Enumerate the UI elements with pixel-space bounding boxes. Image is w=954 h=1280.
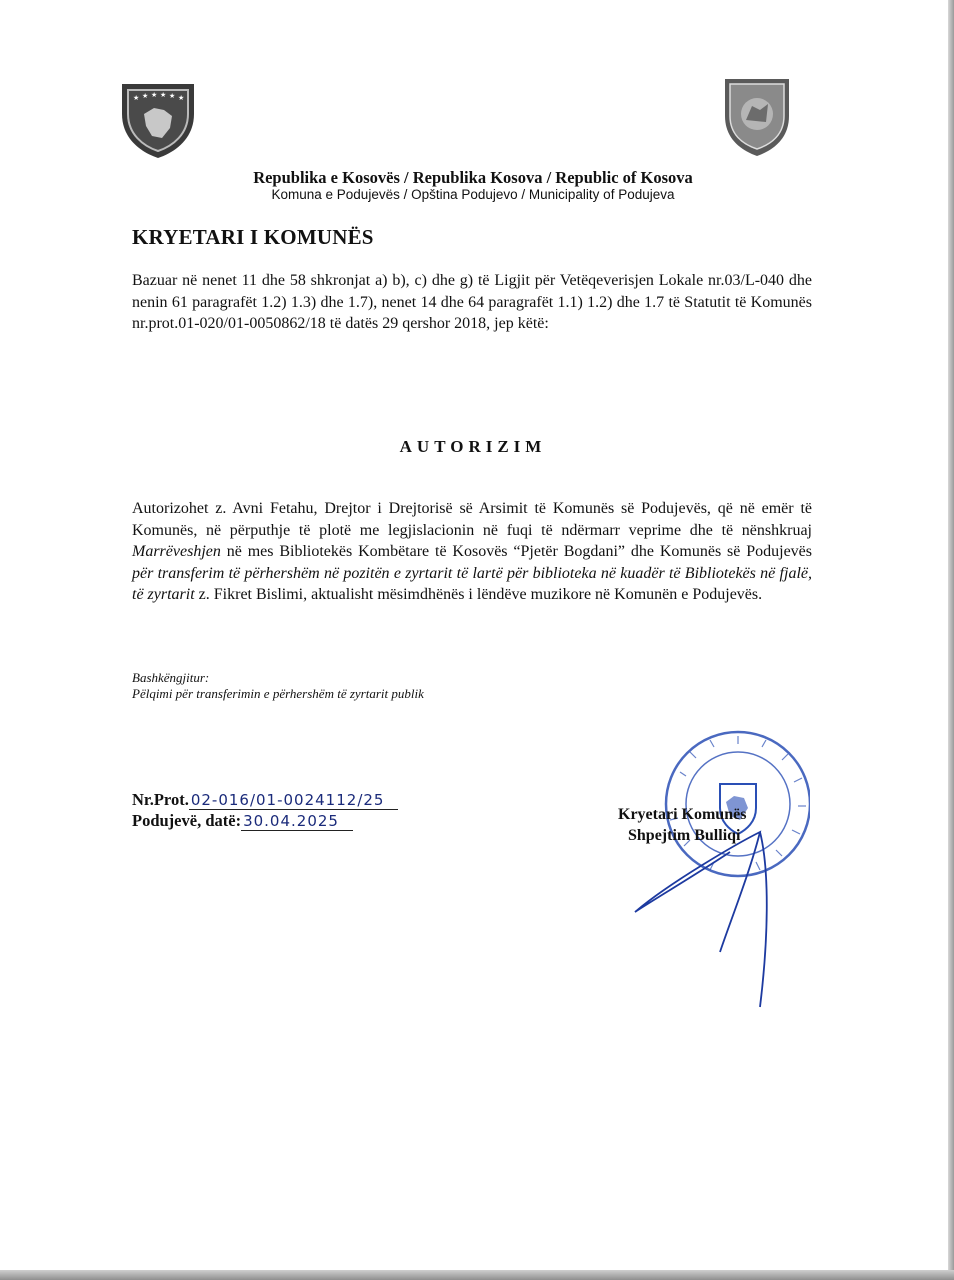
signatory-role: Kryetari Komunës bbox=[618, 806, 747, 823]
legal-basis-paragraph: Bazuar në nenet 11 dhe 58 shkronjat a) b), c) dhe g) të Ligjit për Vetëqeverisjen Lokale nr.03/L-040 dhe nenin 61 paragrafët 1.2) 1.3) dhe 1.7), nenet 14 dhe 64 paragrafët 1.1) 1.2) dhe 1.7 të Statutit të Komunës nr.prot.01-020/01-0050862/18 të datës 29 qershor 2018, jep këtë: bbox=[132, 272, 812, 332]
svg-text:★: ★ bbox=[142, 92, 149, 100]
svg-text:★: ★ bbox=[178, 94, 185, 102]
official-stamp-and-signature bbox=[610, 722, 810, 1012]
svg-text:★: ★ bbox=[160, 91, 167, 99]
body-italic-agreement: Marrëveshjen bbox=[132, 543, 221, 560]
signatory-name: Shpejtim Bulliqi bbox=[628, 827, 741, 844]
protocol-number bbox=[132, 790, 398, 810]
header-subtitle: Komuna e Podujevës / Opština Podujevo / Municipality of Podujeva bbox=[271, 187, 675, 202]
body-text-part2: në mes Bibliotekës Kombëtare të Kosovës “Pjetër Bogdani” dhe Komunës së Podujevës bbox=[220, 543, 812, 560]
body-text-part1: Autorizohet z. Avni Fetahu, Drejtor i Drejtorisë së Arsimit të Komunës së Podujevës, që në emër të Komunës, në përputhje të plotë me legjislacionin në fuqi të ndërmarr veprime dhe të nënshkruaj bbox=[132, 500, 812, 539]
attachment-label: Bashkëngjitur: bbox=[132, 670, 210, 685]
podujeva-emblem-icon bbox=[722, 76, 792, 158]
document-date bbox=[132, 811, 353, 831]
svg-text:★: ★ bbox=[169, 92, 176, 100]
document-title: AUTORIZIM bbox=[399, 437, 547, 456]
protocol-handwritten-value: 02-016/01-0024112/25 bbox=[189, 791, 399, 810]
office-title: KRYETARI I KOMUNËS bbox=[132, 225, 374, 249]
kosovo-emblem-icon bbox=[118, 80, 198, 160]
authorization-paragraph bbox=[132, 498, 812, 606]
svg-text:★: ★ bbox=[151, 91, 158, 99]
body-text-part3: z. Fikret Bislimi, aktualisht mësimdhënës i lëndëve muzikore në Komunën e Podujevës. bbox=[194, 586, 763, 603]
svg-text:★: ★ bbox=[133, 94, 140, 102]
header-title: Republika e Kosovës / Republika Kosova / Republic of Kosova bbox=[253, 168, 693, 187]
page-edge-shadow-bottom bbox=[0, 1270, 954, 1280]
page-edge-shadow-right bbox=[948, 0, 954, 1280]
protocol-label: Nr.Prot. bbox=[132, 790, 189, 809]
date-handwritten-value: 30.04.2025 bbox=[241, 812, 353, 831]
body-italic-transfer: për transferim të përhershëm në pozitën e zyrtarit të lartë për biblioteka në kuadër të Bibliotekës në fjalë, të zyrtarit bbox=[132, 564, 812, 603]
date-label: Podujevë, datë: bbox=[132, 811, 242, 830]
attachment-item: Pëlqimi për transferimin e përhershëm të zyrtarit publik bbox=[132, 686, 424, 701]
